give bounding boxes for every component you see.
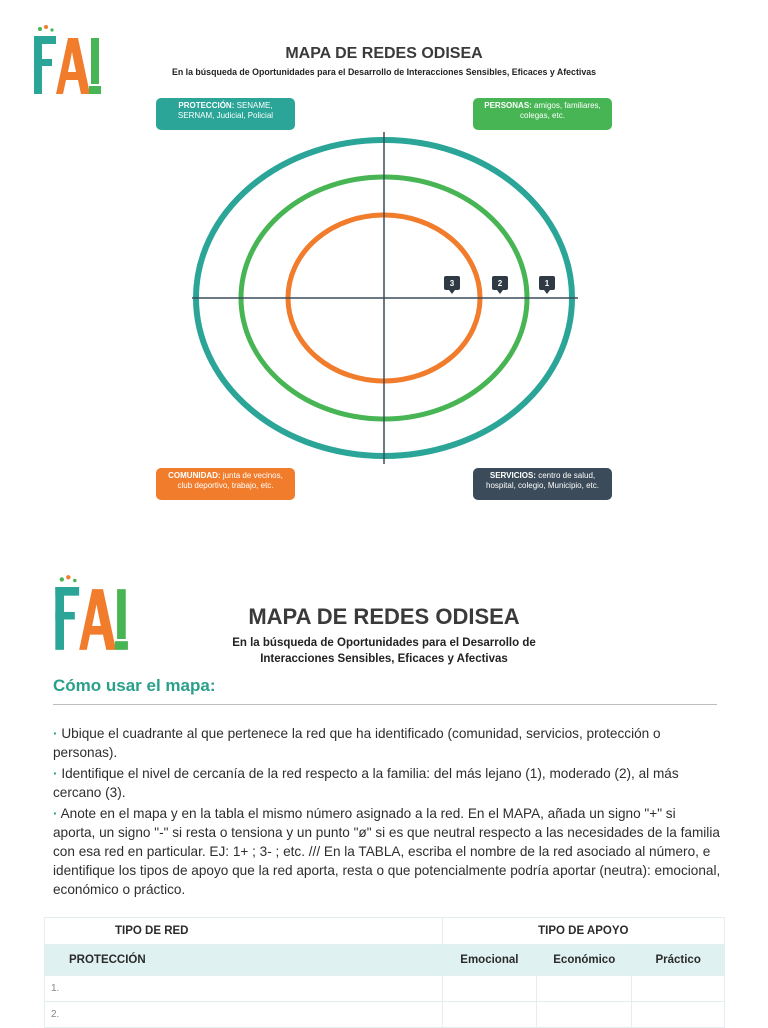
- tag-servicios-text: centro de salud, hospital, colegio, Municipio, etc.: [486, 471, 599, 490]
- col-practico: Práctico: [632, 945, 725, 976]
- tag-personas-label: PERSONAS:: [484, 101, 532, 110]
- instruction-item: [53, 764, 721, 802]
- marker-2: [492, 276, 508, 294]
- group-proteccion: PROTECCIÓN: [45, 945, 443, 976]
- tag-personas-text: amigos, familiares, colegas, etc.: [520, 101, 601, 120]
- tag-proteccion-text: SENAME, SERNAM, Judicial, Policial: [177, 101, 274, 120]
- divider: [53, 704, 717, 705]
- instruction-text: Identifique el nivel de cercanía de la red respecto a la familia: del más lejano (1), moderado (2), al más cercano (3).: [53, 766, 679, 800]
- tag-comunidad-label: COMUNIDAD:: [168, 471, 221, 480]
- col-tipo-red: TIPO DE RED: [45, 918, 443, 945]
- page2-subtitle-line1: En la búsqueda de Oportunidades para el Desarrollo de: [232, 637, 536, 649]
- marker-2-label: 2: [497, 279, 503, 288]
- tag-comunidad-text: junta de vecinos, club deportivo, trabajo, etc.: [177, 471, 283, 490]
- col-emocional: Emocional: [442, 945, 537, 976]
- table-row: [45, 976, 725, 1002]
- row-number: 2.: [45, 1002, 443, 1028]
- tag-comunidad: [156, 468, 295, 500]
- page2-subtitle-line2: Interacciones Sensibles, Eficaces y Afectivas: [260, 653, 508, 665]
- tag-proteccion-label: PROTECCIÓN:: [178, 101, 235, 110]
- marker-1-label: 1: [544, 279, 550, 288]
- instruction-item: [53, 724, 721, 762]
- tag-personas: [473, 98, 612, 130]
- page-title: MAPA DE REDES ODISEA: [285, 45, 483, 62]
- col-economico: Económico: [537, 945, 632, 976]
- marker-1: [539, 276, 555, 294]
- how-to-title: Cómo usar el mapa:: [53, 676, 216, 695]
- tag-proteccion: [156, 98, 295, 130]
- page2-title: MAPA DE REDES ODISEA: [248, 604, 520, 629]
- cell-economico[interactable]: [537, 976, 632, 1002]
- instructions: [53, 724, 721, 901]
- tag-servicios-label: SERVICIOS:: [489, 471, 536, 480]
- bullet-icon: ·: [53, 806, 58, 821]
- page-subtitle: En la búsqueda de Oportunidades para el Desarrollo de Interacciones Sensibles, Eficaces y Afectivas: [171, 67, 597, 77]
- cell-emocional[interactable]: [442, 976, 537, 1002]
- marker-3-label: 3: [449, 279, 455, 288]
- tag-servicios: [473, 468, 612, 500]
- bullet-icon: ·: [53, 766, 58, 781]
- table-header-row: [45, 918, 725, 945]
- cell-practico[interactable]: [632, 976, 725, 1002]
- row-number: 1.: [45, 976, 443, 1002]
- bullet-icon: ·: [53, 726, 58, 741]
- support-table: [44, 917, 725, 1028]
- network-map: [180, 128, 590, 468]
- instruction-item: [53, 804, 721, 899]
- instruction-text: Anote en el mapa y en la tabla el mismo número asignado a la red. En el MAPA, añada un signo "+" si aporta, un signo "-" si resta o tensiona y un punto "ø" si es que neutral respecto a las necesidades de la familia con esa red en particular. EJ: 1+ ; 3- ; etc. /// En la TABLA, escriba el nombre de la red asociado al número, e identifique los tipos de apoyo que la red aporta, resta o que potencialmente podría aportar (neutra): emocional, económico o práctico.: [53, 806, 721, 897]
- table-group-row: [45, 945, 725, 976]
- col-tipo-apoyo: TIPO DE APOYO: [442, 918, 724, 945]
- marker-3: [444, 276, 460, 294]
- instruction-text: Ubique el cuadrante al que pertenece la red que ha identificado (comunidad, servicios, protección o personas).: [53, 726, 661, 760]
